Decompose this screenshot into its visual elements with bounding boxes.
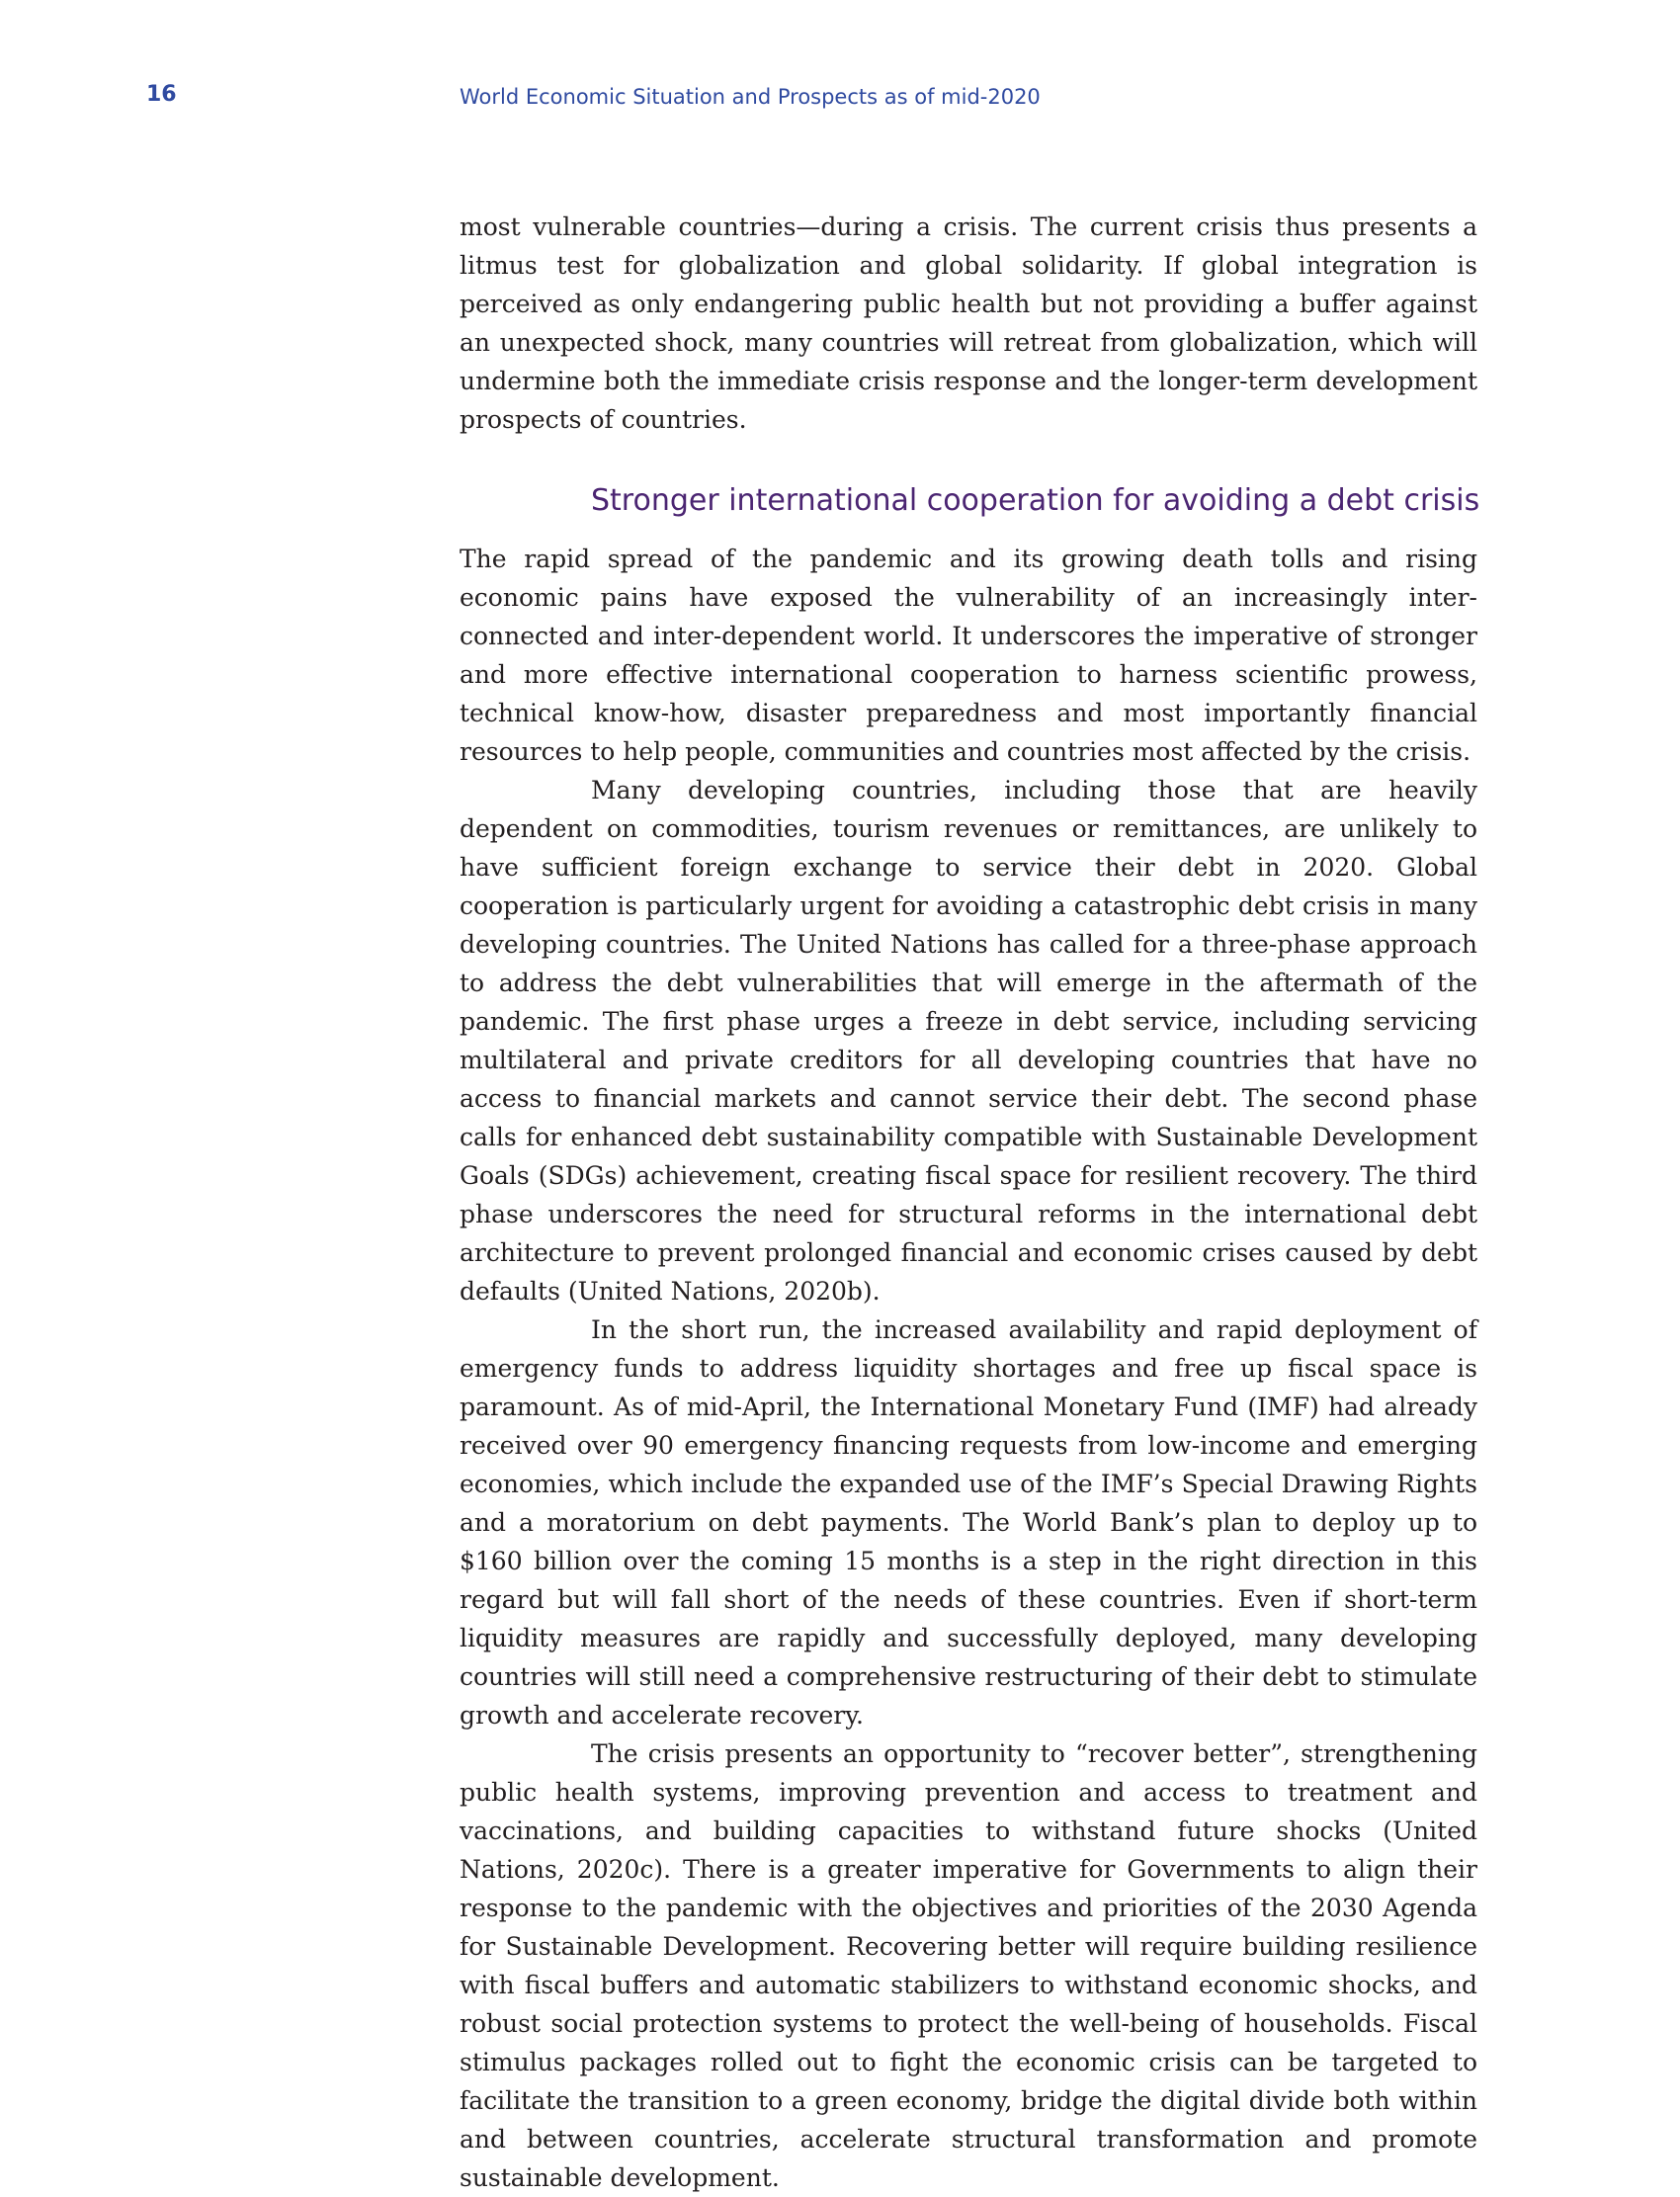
paragraph-4: The crisis presents an opportunity to “recover better”, strengthening public health systems, improving prevention and access to treatment and vaccinations, and building capacities to withstand future shocks (United Nations, 2020c). There is a greater imperative for Governments to align their response to the pandemic with the objectives and priorities of the 2030 Agenda for Sustainable Development. Recovering better will require building resilience with fiscal buffers and automatic stabilizers to withstand economic shocks, and robust social protection systems to protect the well-being of households. Fiscal stimulus packages rolled out to fight the economic crisis can be targeted to facilitate the transition to a green economy, bridge the digital divide both within and between countries, accelerate structural transformation and promote sustainable development.	[460, 1739, 1477, 2192]
running-header: World Economic Situation and Prospects as of mid-2020	[460, 85, 1041, 109]
paragraph-3: In the short run, the increased availability and rapid deployment of emergency funds to address liquidity shortages and free up fiscal space is paramount. As of mid-April, the International Monetary Fund (IMF) had already received over 90 emergency financing requests from low-income and emerging economies, which include the expanded use of the IMF’s Special Drawing Rights and a moratorium on debt payments. The World Bank’s plan to deploy up to $160 billion over the coming 15 months is a step in the right direction in this regard but will fall short of the needs of these countries. Even if short-term liquidity measures are rapidly and successfully deployed, many developing countries will still need a comprehensive restructuring of their debt to stimulate growth and accelerate recovery.	[460, 1315, 1477, 1730]
body-column	[460, 208, 1480, 2197]
section-heading: Stronger international cooperation for avoiding a debt crisis	[591, 483, 1480, 518]
paragraph-2: Many developing countries, including those that are heavily dependent on commodities, tourism revenues or remittances, are unlikely to have sufficient foreign exchange to service their debt in 2020. Global cooperation is particularly urgent for avoiding a catastrophic debt crisis in many developing countries. The United Nations has called for a three-phase approach to address the debt vulnerabilities that will emerge in the aftermath of the pandemic. The first phase urges a freeze in debt service, including servicing multilateral and private creditors for all developing countries that have no access to financial markets and cannot service their debt. The second phase calls for enhanced debt sustainability compatible with Sustainable Development Goals (SDGs) achievement, creating fiscal space for resilient recovery. The third phase underscores the need for structural reforms in the international debt architecture to prevent prolonged financial and economic crises caused by debt defaults (United Nations, 2020b).	[460, 776, 1477, 1306]
intro-paragraph: most vulnerable countries—during a crisis. The current crisis thus presents a litmus test for globalization and global solidarity. If global integration is perceived as only endangering public health but not providing a buffer against an unexpected shock, many countries will retreat from globalization, which will undermine both the immediate crisis response and the longer-term development prospects of countries.	[460, 212, 1477, 434]
page-number: 16	[146, 82, 177, 107]
paragraph-1: The rapid spread of the pandemic and its growing death tolls and rising economic pains have exposed the vulnerability of an increasingly inter-connected and inter-dependent world. It underscores the imperative of stronger and more effective international cooperation to harness scientific prowess, technical know-how, disaster preparedness and most importantly financial resources to help people, communities and countries most affected by the crisis.	[460, 545, 1477, 766]
